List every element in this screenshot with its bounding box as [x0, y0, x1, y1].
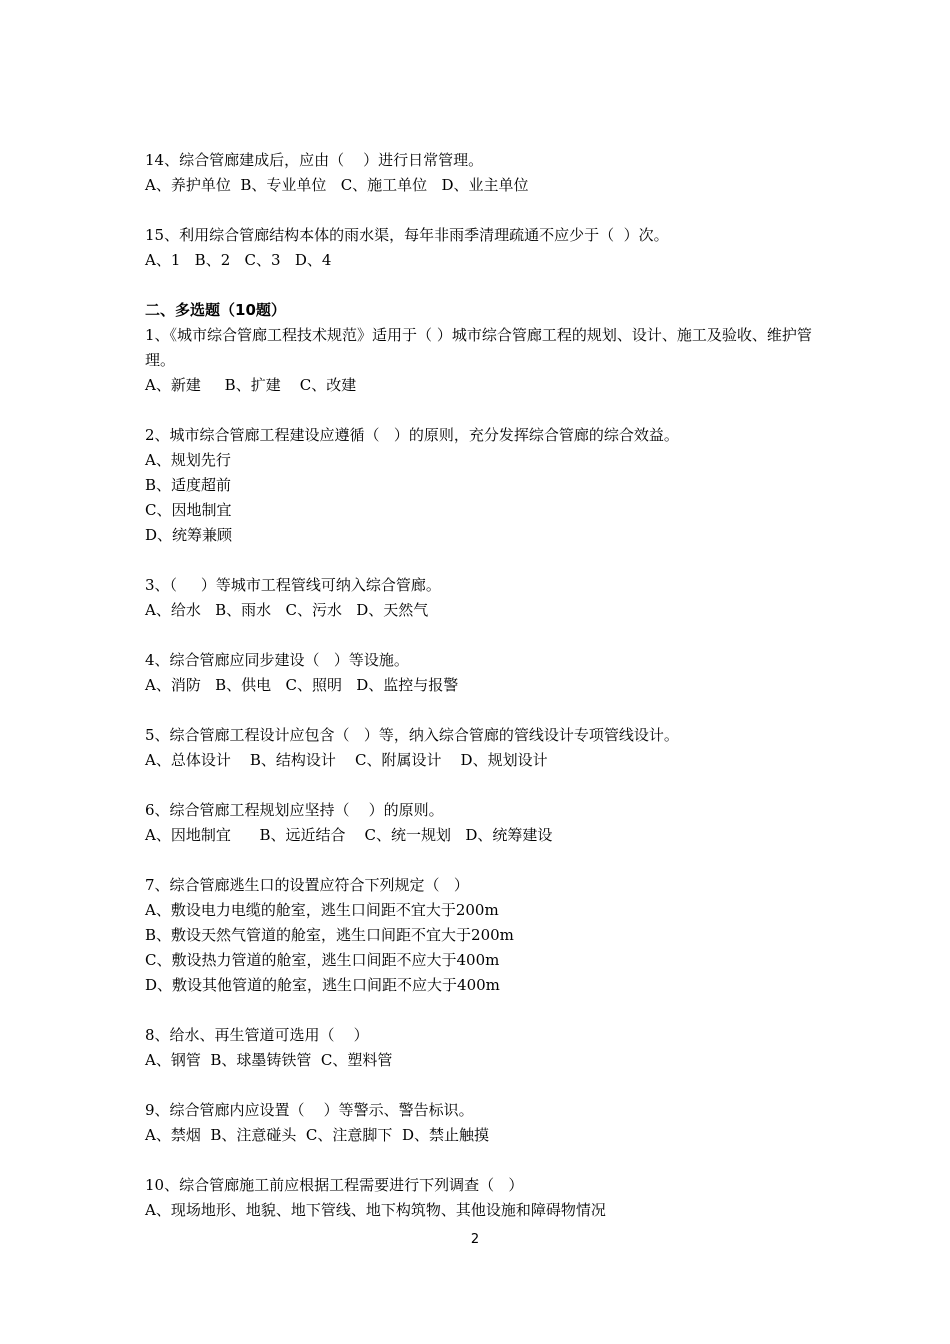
multi-question-5-options: A、总体设计 B、结构设计 C、附属设计 D、规划设计 — [145, 751, 548, 769]
multi-question-2-option-a: A、规划先行 — [145, 451, 231, 469]
multi-question-10-stem: 10、综合管廊施工前应根据工程需要进行下列调查（ ） — [145, 1176, 524, 1194]
page-content — [145, 148, 815, 1223]
multi-question-7-stem: 7、综合管廊逃生口的设置应符合下列规定（ ） — [145, 876, 469, 894]
multi-question-4-options: A、消防 B、供电 C、照明 D、监控与报警 — [145, 676, 459, 694]
multi-question-7-option-b: B、敷设天然气管道的舱室，逃生口间距不宜大于200m — [145, 926, 514, 944]
multi-question-7-option-a: A、敷设电力电缆的舱室，逃生口间距不宜大于200m — [145, 901, 499, 919]
question-14-options: A、养护单位 B、专业单位 C、施工单位 D、业主单位 — [145, 176, 529, 194]
multi-question-6-options: A、因地制宜 B、远近结合 C、统一规划 D、统筹建设 — [145, 826, 553, 844]
multi-question-6-stem: 6、综合管廊工程规划应坚持（ ）的原则。 — [145, 801, 444, 819]
multi-question-9-stem: 9、综合管廊内应设置（ ）等警示、警告标识。 — [145, 1101, 474, 1119]
multi-question-2-option-c: C、因地制宜 — [145, 501, 232, 519]
multi-question-3-options: A、给水 B、雨水 C、污水 D、天然气 — [145, 601, 429, 619]
multi-question-5-stem: 5、综合管廊工程设计应包含（ ）等，纳入综合管廊的管线设计专项管线设计。 — [145, 726, 679, 744]
multi-question-10-option-a: A、现场地形、地貌、地下管线、地下构筑物、其他设施和障碍物情况 — [145, 1201, 606, 1219]
question-15-stem: 15、利用综合管廊结构本体的雨水渠，每年非雨季清理疏通不应少于（ ）次。 — [145, 226, 669, 244]
multi-question-9-options: A、禁烟 B、注意碰头 C、注意脚下 D、禁止触摸 — [145, 1126, 489, 1144]
multi-question-2-stem: 2、城市综合管廊工程建设应遵循（ ）的原则，充分发挥综合管廊的综合效益。 — [145, 426, 679, 444]
multi-question-7-option-c: C、敷设热力管道的舱室，逃生口间距不应大于400m — [145, 951, 500, 969]
section-heading-multiple-choice: 二、多选题（10题） — [145, 301, 286, 319]
multi-question-2-option-b: B、适度超前 — [145, 476, 232, 494]
multi-question-1-options: A、新建 B、扩建 C、改建 — [145, 376, 357, 394]
multi-question-4-stem: 4、综合管廊应同步建设（ ）等设施。 — [145, 651, 409, 669]
multi-question-1-stem: 1、《城市综合管廊工程技术规范》适用于（ ）城市综合管廊工程的规划、设计、施工及验收、维护管理。 — [145, 326, 812, 369]
multi-question-3-stem: 3、（ ）等城市工程管线可纳入综合管廊。 — [145, 576, 441, 594]
multi-question-2-option-d: D、统筹兼顾 — [145, 526, 233, 544]
page-number: 2 — [470, 1232, 480, 1247]
question-15-options: A、1 B、2 C、3 D、4 — [145, 251, 332, 269]
question-14-stem: 14、综合管廊建成后，应由（ ）进行日常管理。 — [145, 151, 484, 169]
multi-question-8-options: A、钢管 B、球墨铸铁管 C、塑料管 — [145, 1051, 393, 1069]
multi-question-7-option-d: D、敷设其他管道的舱室，逃生口间距不应大于400m — [145, 976, 500, 994]
multi-question-8-stem: 8、给水、再生管道可选用（ ） — [145, 1026, 369, 1044]
